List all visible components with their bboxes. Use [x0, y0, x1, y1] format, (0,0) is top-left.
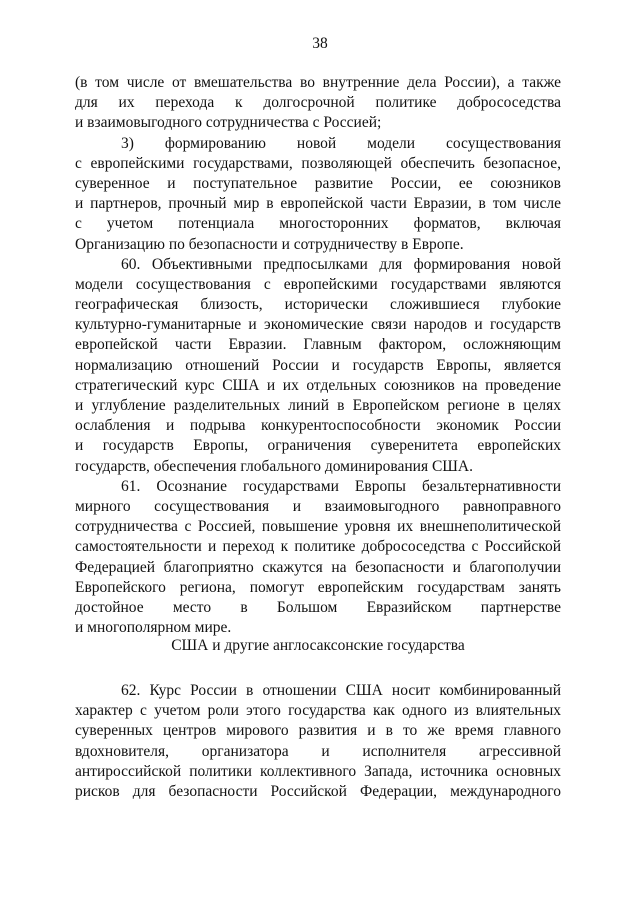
- text-line: характер с учетом роли этого государства как одного из влиятельных: [75, 702, 561, 720]
- text-line: и партнеров, прочный мир в европейской части Евразии, в том числе: [75, 195, 561, 213]
- page-number: 38: [312, 35, 328, 52]
- text-line: стратегический курс США и их отдельных союзников на проведение: [75, 376, 561, 394]
- body-text-block-continued: [75, 681, 561, 802]
- text-line: (в том числе от вмешательства во внутренние дела России), а также: [75, 74, 561, 91]
- text-line: для их перехода к долгосрочной политике добрососедства: [75, 94, 561, 112]
- text-line: и многополярном мире.: [75, 619, 232, 637]
- text-line: достойное место в Большом Евразийском партнерстве: [75, 598, 561, 616]
- text-line: мирного сосуществования и взаимовыгодного равноправного: [75, 497, 561, 515]
- text-line: сотрудничества с Россией, повышение уровня их внешнеполитической: [75, 518, 561, 536]
- text-line: 60. Объективными предпосылками для формирования новой: [121, 255, 561, 273]
- text-line: самостоятельности и переход к политике добрососедства с Российской: [75, 538, 561, 556]
- text-line: Федерацией благоприятно скажутся на безопасности и благополучии: [75, 558, 561, 576]
- text-line: вдохновителя, организатора и исполнителя агрессивной: [75, 742, 561, 760]
- text-line: суверенных центров мирового развития и в то же время главного: [75, 722, 561, 740]
- text-line: модели сосуществования с европейскими государствами являются: [75, 275, 561, 293]
- text-line: культурно-гуманитарные и экономические связи народов и государств: [75, 316, 561, 334]
- text-line: Организацию по безопасности и сотрудничеству в Европе.: [75, 235, 464, 253]
- text-line: европейской части Евразии. Главным фактором, осложняющим: [75, 336, 561, 354]
- body-text-block: [75, 73, 561, 638]
- text-line: с европейскими государствами, позволяющей обеспечить безопасное,: [75, 154, 561, 172]
- text-line: и государств Европы, ограничения суверенитета европейских: [75, 437, 561, 455]
- text-line: антироссийской политики коллективного Запада, источника основных: [75, 762, 561, 780]
- text-line: и взаимовыгодного сотрудничества с Россией;: [75, 114, 382, 132]
- text-line: Европейского региона, помогут европейским государствам занять: [75, 578, 561, 596]
- text-line: 61. Осознание государствами Европы безальтернативности: [121, 477, 561, 495]
- text-line: ослабления и подрыва конкурентоспособности экономик России: [75, 417, 561, 435]
- text-line: рисков для безопасности Российской Федерации, международного: [75, 782, 561, 800]
- text-line: государств, обеспечения глобального доминирования США.: [75, 457, 473, 475]
- section-heading: США и другие англосаксонские государства: [171, 637, 465, 654]
- text-line: и углубление разделительных линий в Европейском регионе в целях: [75, 397, 561, 414]
- text-line: 62. Курс России в отношении США носит комбинированный: [121, 682, 561, 699]
- text-line: 3) формированию новой модели сосуществования: [121, 134, 561, 152]
- text-line: нормализацию отношений России и государств Европы, является: [75, 356, 561, 374]
- text-line: географическая близость, исторически сложившиеся глубокие: [75, 296, 561, 314]
- text-line: суверенное и поступательное развитие России, ее союзников: [75, 174, 561, 192]
- text-line: с учетом потенциала многосторонних форматов, включая: [75, 215, 561, 233]
